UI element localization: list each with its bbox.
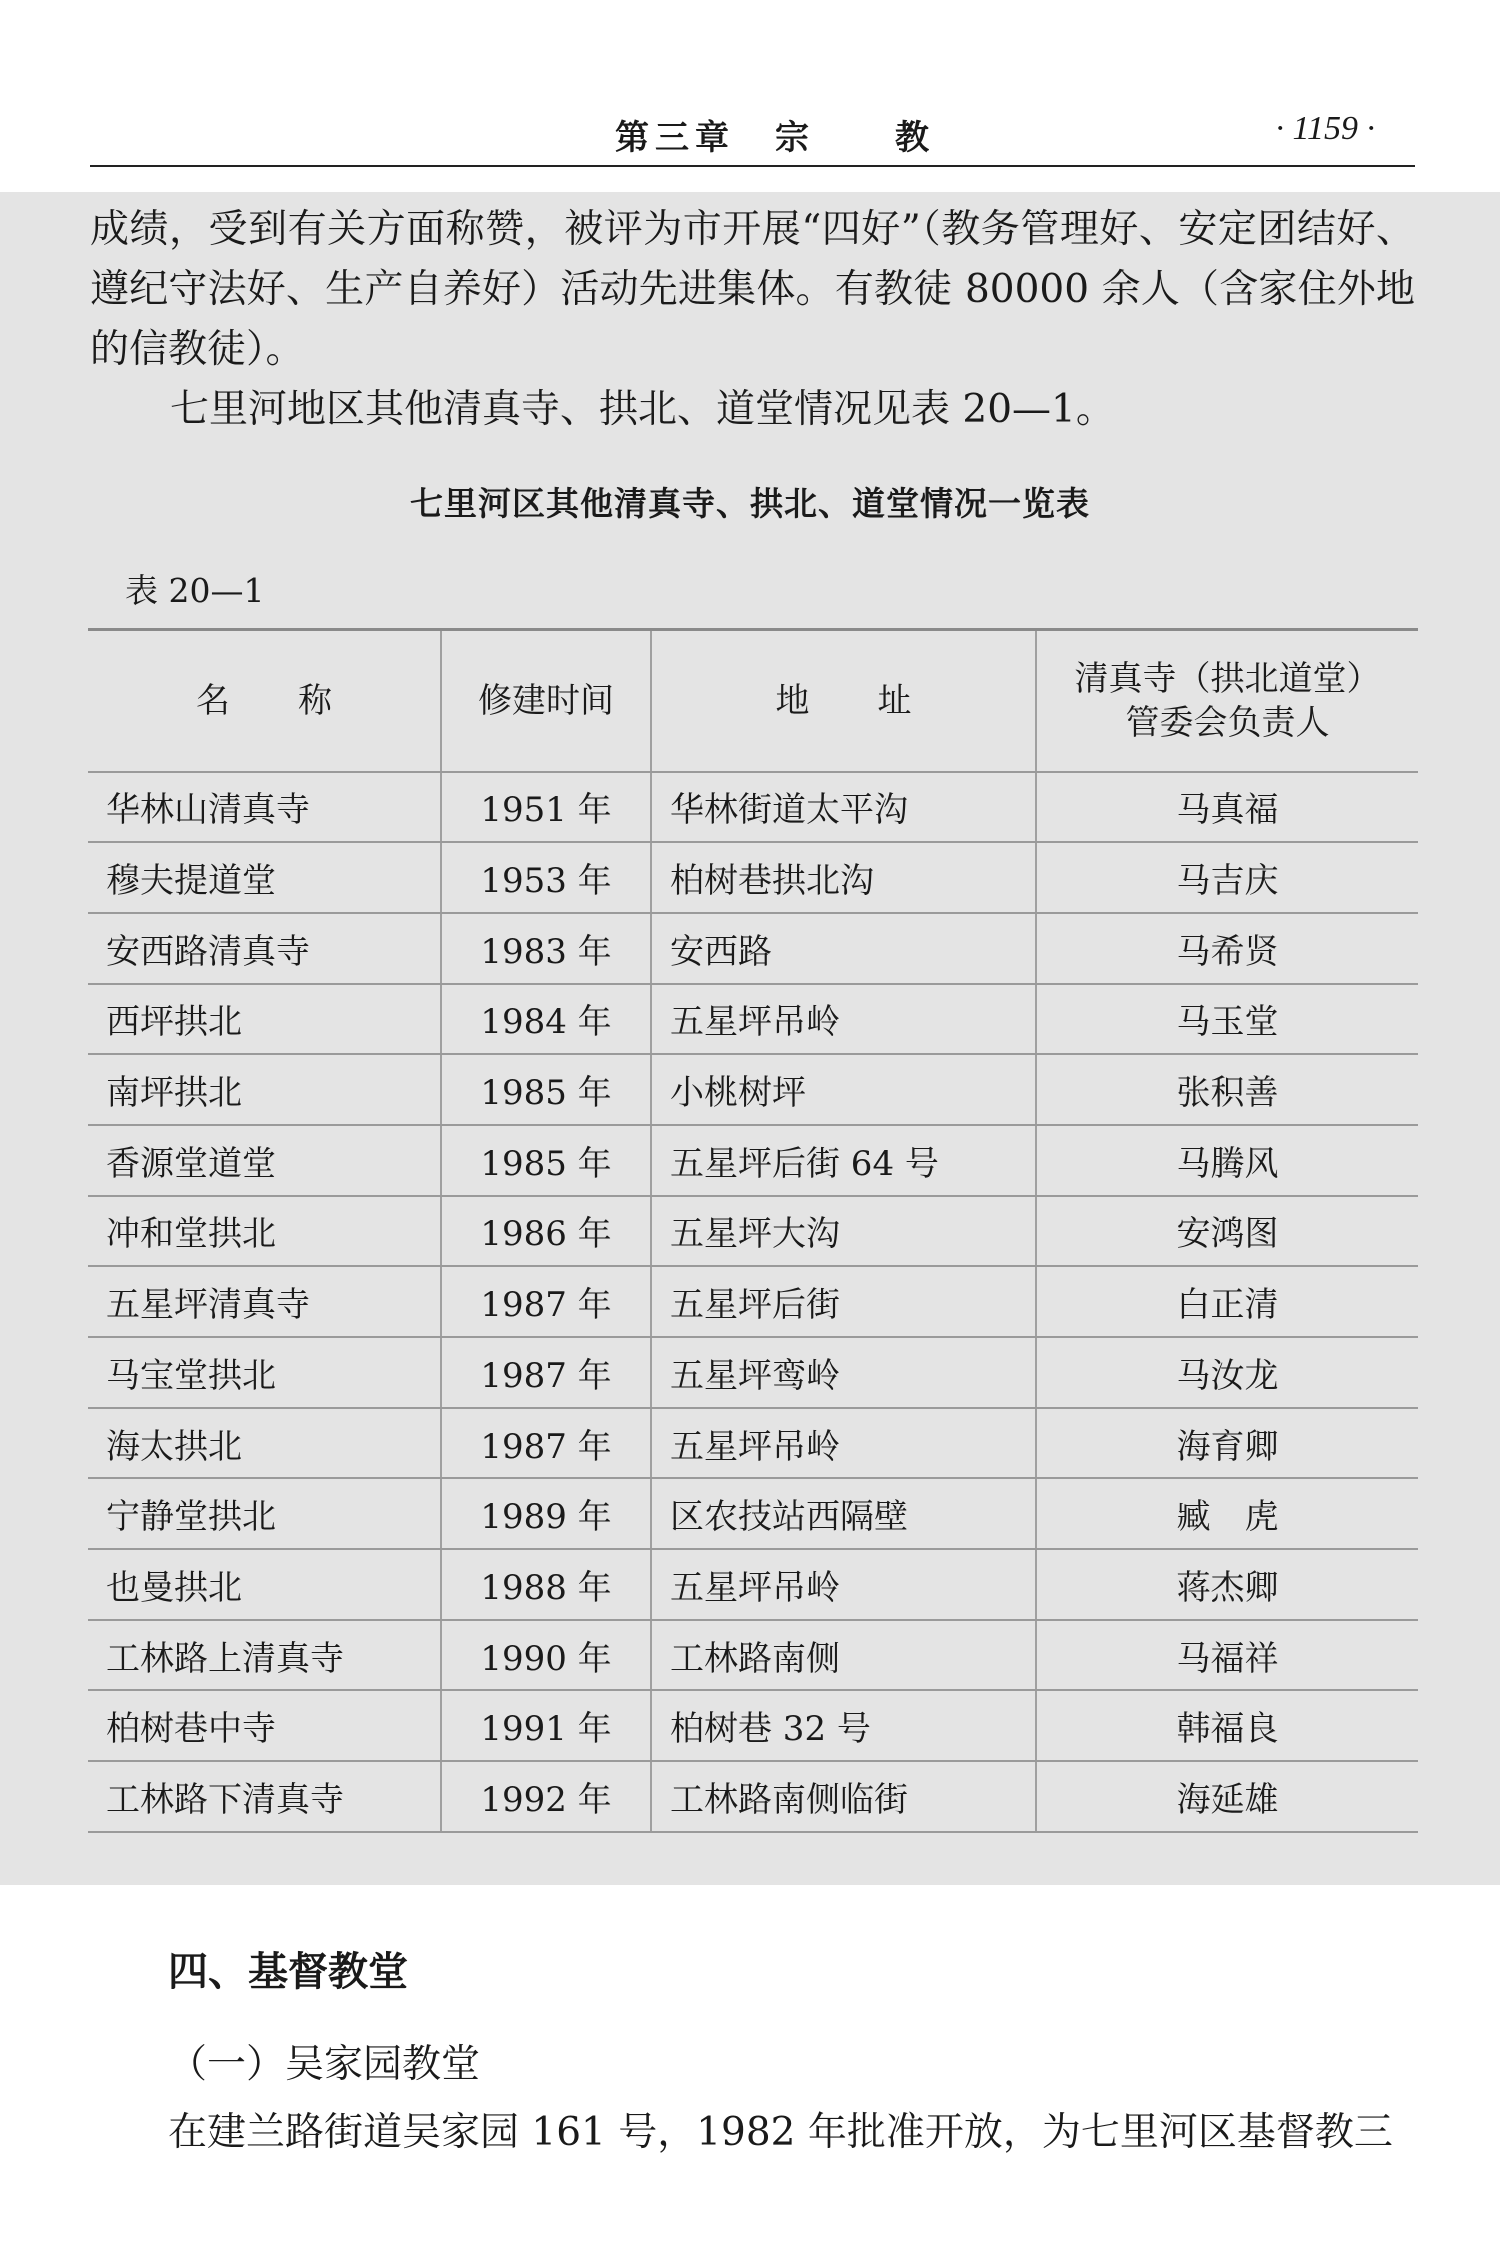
cell-manager: 蒋杰卿 xyxy=(1036,1549,1418,1620)
cell-year: 1988 年 xyxy=(441,1549,651,1620)
cell-address: 工林路南侧临街 xyxy=(651,1761,1036,1832)
cell-address: 柏树巷 32 号 xyxy=(651,1690,1036,1761)
cell-manager: 马腾风 xyxy=(1036,1125,1418,1196)
header-year: 修建时间 xyxy=(441,630,651,772)
table-row xyxy=(88,1761,1418,1832)
table-row xyxy=(88,984,1418,1055)
cell-address: 区农技站西隔壁 xyxy=(651,1478,1036,1549)
cell-name: 华林山清真寺 xyxy=(88,772,441,843)
table-row xyxy=(88,1408,1418,1479)
cell-manager: 海育卿 xyxy=(1036,1408,1418,1479)
mosque-table xyxy=(88,628,1418,1833)
cell-address: 小桃树坪 xyxy=(651,1054,1036,1125)
cell-name: 穆夫提道堂 xyxy=(88,842,441,913)
cell-address: 华林街道太平沟 xyxy=(651,772,1036,843)
table-row xyxy=(88,1620,1418,1691)
cell-year: 1991 年 xyxy=(441,1690,651,1761)
cell-manager: 马玉堂 xyxy=(1036,984,1418,1055)
table-row xyxy=(88,1196,1418,1267)
cell-name: 香源堂道堂 xyxy=(88,1125,441,1196)
table-row xyxy=(88,772,1418,843)
cell-name: 工林路下清真寺 xyxy=(88,1761,441,1832)
cell-name: 宁静堂拱北 xyxy=(88,1478,441,1549)
cell-address: 五星坪大沟 xyxy=(651,1196,1036,1267)
cell-manager: 马汝龙 xyxy=(1036,1337,1418,1408)
cell-year: 1984 年 xyxy=(441,984,651,1055)
cell-manager: 韩福良 xyxy=(1036,1690,1418,1761)
cell-name: 西坪拱北 xyxy=(88,984,441,1055)
cell-address: 五星坪后街 64 号 xyxy=(651,1125,1036,1196)
cell-year: 1985 年 xyxy=(441,1054,651,1125)
cell-year: 1953 年 xyxy=(441,842,651,913)
cell-address: 安西路 xyxy=(651,913,1036,984)
running-header xyxy=(90,110,1415,167)
chapter-title: 第三章 宗 教 xyxy=(615,118,935,158)
table-row xyxy=(88,1266,1418,1337)
cell-year: 1990 年 xyxy=(441,1620,651,1691)
table-number: 表 20—1 xyxy=(125,571,265,610)
header-manager-line2: 管委会负责人 xyxy=(1125,702,1330,743)
cell-address: 五星坪鸾岭 xyxy=(651,1337,1036,1408)
table-row xyxy=(88,1690,1418,1761)
table-title: 七里河区其他清真寺、拱北、道堂情况一览表 xyxy=(410,484,1090,523)
cell-year: 1986 年 xyxy=(441,1196,651,1267)
cell-manager: 臧 虎 xyxy=(1036,1478,1418,1549)
table-row xyxy=(88,1549,1418,1620)
body-paragraph: 在建兰路街道吴家园 161 号，1982 年批准开放，为七里河区基督教三 xyxy=(168,2110,1393,2155)
cell-name: 五星坪清真寺 xyxy=(88,1266,441,1337)
cell-address: 工林路南侧 xyxy=(651,1620,1036,1691)
cell-manager: 海延雄 xyxy=(1036,1761,1418,1832)
cell-manager: 张积善 xyxy=(1036,1054,1418,1125)
cell-manager: 马真福 xyxy=(1036,772,1418,843)
table-reference-paragraph: 七里河地区其他清真寺、拱北、道堂情况见表 20—1。 xyxy=(170,387,1115,432)
cell-address: 五星坪吊岭 xyxy=(651,1549,1036,1620)
table-row xyxy=(88,1337,1418,1408)
table-row xyxy=(88,1054,1418,1125)
table-row xyxy=(88,913,1418,984)
cell-name: 海太拱北 xyxy=(88,1408,441,1479)
cell-manager: 白正清 xyxy=(1036,1266,1418,1337)
cell-year: 1989 年 xyxy=(441,1478,651,1549)
cell-name: 也曼拱北 xyxy=(88,1549,441,1620)
header-name: 名 称 xyxy=(88,630,441,772)
cell-name: 冲和堂拱北 xyxy=(88,1196,441,1267)
cell-year: 1987 年 xyxy=(441,1337,651,1408)
cell-name: 马宝堂拱北 xyxy=(88,1337,441,1408)
cell-year: 1951 年 xyxy=(441,772,651,843)
header-address: 地 址 xyxy=(651,630,1036,772)
cell-manager: 马吉庆 xyxy=(1036,842,1418,913)
cell-name: 柏树巷中寺 xyxy=(88,1690,441,1761)
header-manager-line1: 清真寺（拱北道堂） xyxy=(1074,658,1381,699)
cell-address: 五星坪后街 xyxy=(651,1266,1036,1337)
table-row xyxy=(88,1125,1418,1196)
cell-year: 1992 年 xyxy=(441,1761,651,1832)
header-manager xyxy=(1036,630,1418,772)
cell-manager: 马希贤 xyxy=(1036,913,1418,984)
cell-name: 工林路上清真寺 xyxy=(88,1620,441,1691)
page-number: · 1159 · xyxy=(1275,110,1375,147)
cell-year: 1983 年 xyxy=(441,913,651,984)
table-body xyxy=(88,772,1418,1832)
cell-address: 五星坪吊岭 xyxy=(651,984,1036,1055)
table-row xyxy=(88,842,1418,913)
sub-heading: （一）吴家园教堂 xyxy=(168,2042,481,2087)
table-row xyxy=(88,1478,1418,1549)
cell-name: 安西路清真寺 xyxy=(88,913,441,984)
table-header-row xyxy=(88,630,1418,772)
cell-year: 1987 年 xyxy=(441,1266,651,1337)
cell-address: 柏树巷拱北沟 xyxy=(651,842,1036,913)
cell-year: 1987 年 xyxy=(441,1408,651,1479)
section-heading: 四、基督教堂 xyxy=(168,1949,408,1995)
cell-manager: 马福祥 xyxy=(1036,1620,1418,1691)
cell-name: 南坪拱北 xyxy=(88,1054,441,1125)
cell-year: 1985 年 xyxy=(441,1125,651,1196)
cell-manager: 安鸿图 xyxy=(1036,1196,1418,1267)
cell-address: 五星坪吊岭 xyxy=(651,1408,1036,1479)
intro-paragraph: 成绩，受到有关方面称赞，被评为市开展“四好”（教务管理好、安定团结好、遵纪守法好、生产自养好）活动先进集体。有教徒 80000 余人（含家住外地的信教徒）。 xyxy=(90,207,1415,372)
